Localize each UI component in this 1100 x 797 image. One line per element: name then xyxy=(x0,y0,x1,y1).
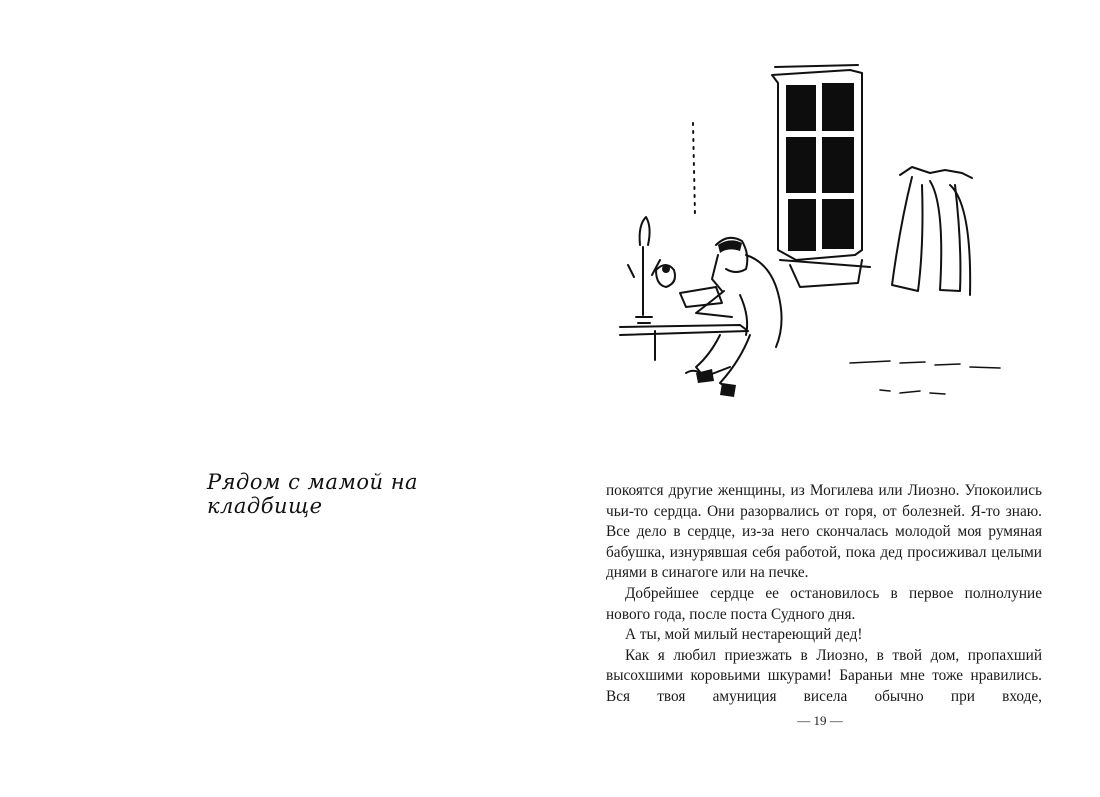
paragraph: Как я любил приезжать в Лиозно, в твой дом, пропахший высохшими коровьими шкурами! Бараньи мне тоже нравились. Вся твоя амуниция висела обычно при входе, xyxy=(606,646,1042,705)
paragraph: покоятся другие женщины, из Могилева или Лиозно. Упокоились чьи-то сердца. Они разорвались от горя, от болезней. Я-то знаю. Все дело в сердце, из-за него скончалась молодой моя румяная бабушка, изнурявшая себя работой, пока дед просиживал целыми днями в синагоге или на печке. xyxy=(606,482,1042,582)
page-number: — 19 — xyxy=(797,713,843,728)
paragraph: Добрейшее сердце ее остановилось в первое полнолуние нового года, после поста Судного дня. xyxy=(606,584,1042,623)
ink-sketch-illustration xyxy=(600,55,1020,415)
illustration-caption: Рядом с мамой на кладбище xyxy=(207,470,419,518)
body-text xyxy=(606,481,1042,708)
paragraph: А ты, мой милый нестареющий дед! xyxy=(625,626,863,644)
